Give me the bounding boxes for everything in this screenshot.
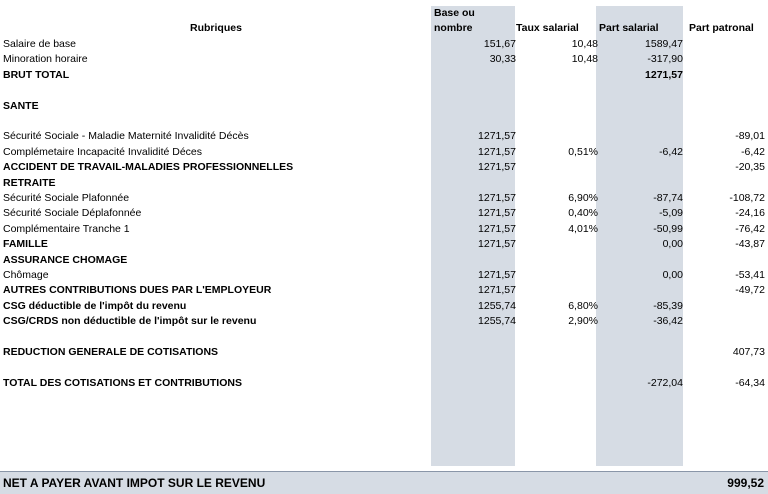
row-base: 1271,57	[478, 222, 516, 235]
net-label: NET A PAYER AVANT IMPOT SUR LE REVENU	[3, 476, 266, 490]
row-part-patronal: -24,16	[735, 207, 765, 220]
table-row	[0, 360, 768, 375]
row-part-patronal: -6,42	[741, 145, 765, 158]
row-part-salarial: 1589,47	[645, 38, 683, 50]
row-base: 1271,57	[478, 207, 516, 220]
row-base: 1271,57	[478, 284, 516, 297]
row-part-salarial: -272,04	[647, 376, 683, 389]
row-part-patronal: -64,34	[735, 376, 765, 389]
row-label: RETRAITE	[3, 176, 56, 189]
row-base: 1271,57	[478, 145, 516, 158]
row-label: Sécurité Sociale - Maladie Maternité Invalidité Décès	[3, 130, 249, 143]
row-taux-salarial: 10,48	[571, 38, 598, 50]
row-part-patronal: -76,42	[735, 222, 765, 235]
table-row	[0, 345, 768, 360]
table-row	[0, 283, 768, 298]
table-row	[0, 222, 768, 237]
row-part-salarial: 1271,57	[645, 68, 683, 81]
table-row	[0, 191, 768, 206]
row-label: FAMILLE	[3, 238, 48, 251]
row-label: Sécurité Sociale Plafonnée	[3, 192, 130, 204]
header-base-line1: Base ou	[434, 7, 475, 19]
header-part-patronal: Part patronal	[689, 22, 754, 34]
row-taux-salarial: 0,51%	[568, 145, 598, 158]
row-part-patronal: -43,87	[735, 238, 765, 251]
row-taux-salarial: 10,48	[571, 53, 598, 66]
table-row	[0, 206, 768, 221]
table-row	[0, 99, 768, 114]
row-base: 30,33	[489, 53, 516, 66]
row-part-patronal: 407,73	[732, 346, 765, 358]
row-label: Complémentaire Tranche 1	[3, 222, 130, 235]
table-row	[0, 68, 768, 83]
row-part-patronal: -49,72	[735, 284, 765, 297]
table-row	[0, 237, 768, 252]
row-label: Sécurité Sociale Déplafonnée	[3, 207, 142, 220]
row-part-salarial: -85,39	[653, 299, 683, 312]
row-base: 1255,74	[478, 315, 516, 328]
table-row	[0, 253, 768, 268]
row-taux-salarial: 2,90%	[568, 315, 598, 328]
header-taux-salarial: Taux salarial	[516, 22, 579, 34]
row-label: Chômage	[3, 269, 49, 281]
row-taux-salarial: 6,90%	[568, 192, 598, 204]
row-base: 1255,74	[478, 299, 516, 312]
row-part-patronal: -20,35	[735, 161, 765, 174]
row-label: ASSURANCE CHOMAGE	[3, 253, 128, 266]
table-row	[0, 330, 768, 345]
row-base: 1271,57	[478, 161, 516, 174]
row-label: CSG déductible de l'impôt du revenu	[3, 299, 187, 312]
row-taux-salarial: 6,80%	[568, 299, 598, 312]
row-base: 1271,57	[478, 192, 516, 204]
row-base: 151,67	[483, 38, 516, 50]
row-part-salarial: 0,00	[662, 269, 683, 281]
row-label: BRUT TOTAL	[3, 68, 70, 81]
table-row	[0, 299, 768, 314]
table-row	[0, 52, 768, 67]
row-base: 1271,57	[478, 269, 516, 281]
row-label: Complémetaire Incapacité Invalidité Déces	[3, 145, 203, 158]
row-label: REDUCTION GENERALE DE COTISATIONS	[3, 346, 219, 358]
row-part-patronal: -53,41	[735, 269, 765, 281]
table-row	[0, 176, 768, 191]
row-label: TOTAL DES COTISATIONS ET CONTRIBUTIONS	[3, 376, 242, 389]
row-label: Minoration horaire	[3, 53, 88, 66]
table-row	[0, 37, 768, 52]
table-row	[0, 314, 768, 329]
header-base-line2: nombre	[434, 22, 473, 34]
row-label: CSG/CRDS non déductible de l'impôt sur le revenu	[3, 315, 257, 328]
row-part-salarial: -87,74	[653, 192, 683, 204]
row-label: Salaire de base	[3, 38, 76, 50]
table-row	[0, 129, 768, 144]
row-part-patronal: -108,72	[729, 192, 765, 204]
table-row	[0, 160, 768, 175]
net-value: 999,52	[727, 476, 764, 490]
row-taux-salarial: 4,01%	[568, 222, 598, 235]
table-row	[0, 83, 768, 98]
row-label: AUTRES CONTRIBUTIONS DUES PAR L'EMPLOYEUR	[3, 284, 272, 297]
row-base: 1271,57	[478, 130, 516, 143]
table-row	[0, 376, 768, 391]
header-part-salarial: Part salarial	[599, 22, 659, 34]
row-part-salarial: -6,42	[659, 145, 683, 158]
row-part-salarial: -5,09	[659, 207, 683, 220]
net-a-payer-bar	[0, 471, 768, 494]
header-rubriques: Rubriques	[190, 22, 242, 34]
row-part-salarial: -36,42	[653, 315, 683, 328]
table-row	[0, 145, 768, 160]
row-part-salarial: -317,90	[647, 53, 683, 66]
row-label: SANTE	[3, 99, 39, 112]
row-base: 1271,57	[478, 238, 516, 251]
row-part-patronal: -89,01	[735, 130, 765, 143]
table-row	[0, 114, 768, 129]
row-part-salarial: -50,99	[653, 222, 683, 235]
row-label: ACCIDENT DE TRAVAIL-MALADIES PROFESSIONNELLES	[3, 161, 294, 174]
row-taux-salarial: 0,40%	[568, 207, 598, 220]
table-row	[0, 268, 768, 283]
table-header	[0, 6, 768, 36]
row-part-salarial: 0,00	[662, 238, 683, 251]
